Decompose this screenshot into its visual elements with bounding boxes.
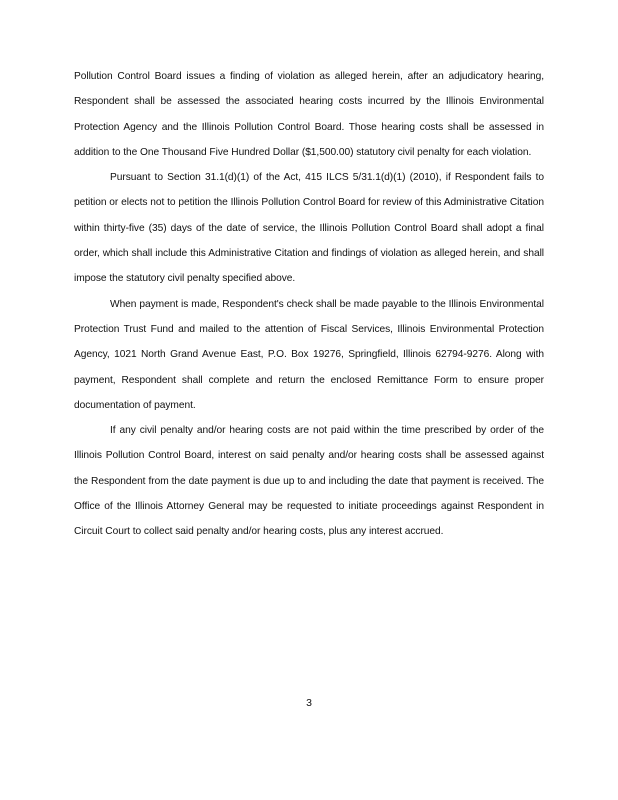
- paragraph-payment-instructions: When payment is made, Respondent's check shall be made payable to the Illinois Environmental Protection Trust Fund and mailed to the attention of Fiscal Services, Illinois Environmental Protection Agency, 1021 North Grand Avenue East, P.O. Box 19276, Springfield, Illinois 62794-9276. Along with payment, Respondent shall complete and return the enclosed Remittance Form to ensure proper documentation of payment.: [74, 298, 544, 411]
- paragraph-final-order: Pursuant to Section 31.1(d)(1) of the Act, 415 ILCS 5/31.1(d)(1) (2010), if Respondent fails to petition or elects not to petition the Illinois Pollution Control Board for review of this Administrative Citation within thirty-five (35) days of the date of service, the Illinois Pollution Control Board shall adopt a final order, which shall include this Administrative Citation and findings of violation as alleged herein, and shall impose the statutory civil penalty specified above.: [74, 172, 544, 285]
- paragraph-interest: If any civil penalty and/or hearing costs are not paid within the time prescribed by order of the Illinois Pollution Control Board, interest on said penalty and/or hearing costs shall be assessed against the Respondent from the date payment is due up to and including the date that payment is received. The Office of the Illinois Attorney General may be requested to initiate proceedings against Respondent in Circuit Court to collect said penalty and/or hearing costs, plus any interest accrued.: [74, 425, 544, 538]
- document-body: [74, 64, 544, 545]
- page-number: 3: [306, 697, 312, 709]
- paragraph-hearing-costs: Pollution Control Board issues a finding of violation as alleged herein, after an adjudicatory hearing, Respondent shall be assessed the associated hearing costs incurred by the Illinois Environmental Protection Agency and the Illinois Pollution Control Board. Those hearing costs shall be assessed in addition to the One Thousand Five Hundred Dollar ($1,500.00) statutory civil penalty for each violation.: [74, 71, 544, 158]
